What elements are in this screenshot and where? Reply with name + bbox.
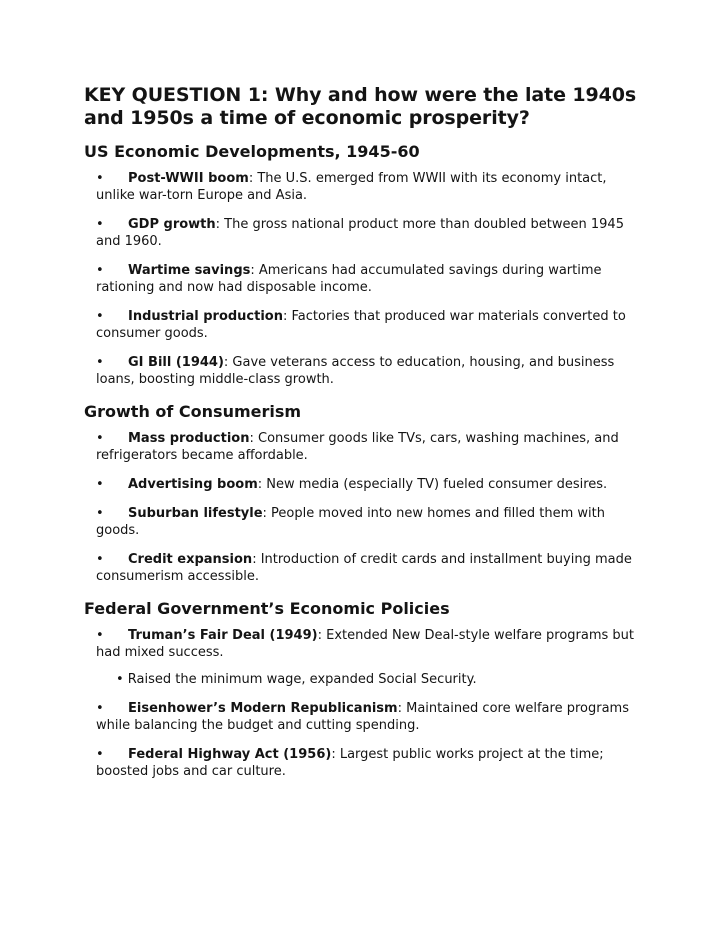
sub-list-item: • Raised the minimum wage, expanded Social Security. [116,672,477,687]
bullet-term: Suburban lifestyle [128,506,263,521]
list-item [84,354,644,388]
list-item [84,551,644,585]
bullet-list [84,627,644,780]
bullet-text: : People moved into new homes and filled them with goods. [96,506,605,538]
section-federal-policies [84,599,644,780]
section-consumerism [84,402,644,585]
bullet-term: Eisenhower’s Modern Republicanism [128,701,398,716]
bullet-term: GI Bill (1944) [128,355,224,370]
bullet-text: : Largest public works project at the time; boosted jobs and car culture. [96,747,604,779]
bullet-text: : New media (especially TV) fueled consumer desires. [257,477,608,492]
bullet-marker: • [96,552,104,567]
bullet-marker: • [96,701,104,716]
bullet-marker: • [96,309,104,324]
list-item [84,627,644,661]
bullet-text: : Maintained core welfare programs while balancing the budget and cutting spending. [96,701,629,733]
bullet-marker: • [96,171,104,186]
bullet-term: Wartime savings [128,263,251,278]
list-item [84,170,644,204]
bullet-text: : The gross national product more than doubled between 1945 and 1960. [96,217,624,249]
bullet-marker: • [96,263,104,278]
bullet-text: : Extended New Deal-style welfare programs but had mixed success. [96,628,635,660]
list-item [84,505,644,539]
bullet-term: Mass production [128,431,250,446]
bullet-text: : The U.S. emerged from WWII with its economy intact, unlike war-torn Europe and Asia. [96,171,607,203]
bullet-marker: • [96,355,104,370]
bullet-text: : Introduction of credit cards and installment buying made consumerism accessible. [96,552,632,584]
document-page [84,84,644,794]
bullet-term: Industrial production [128,309,283,324]
list-item [84,262,644,296]
bullet-marker: • [96,506,104,521]
section-heading: Federal Government’s Economic Policies [84,599,450,618]
bullet-text: : Consumer goods like TVs, cars, washing machines, and refrigerators became affordable. [96,431,619,463]
bullet-term: Federal Highway Act (1956) [128,747,332,762]
list-item [84,700,644,734]
list-item [84,476,644,493]
bullet-term: Truman’s Fair Deal (1949) [128,628,318,643]
bullet-term: Post-WWII boom [128,171,249,186]
section-heading: US Economic Developments, 1945-60 [84,142,420,161]
bullet-marker: • [96,747,104,762]
bullet-marker: • [96,217,104,232]
bullet-marker: • [96,477,104,492]
list-item [84,746,644,780]
section-economic-developments [84,142,644,388]
bullet-term: GDP growth [128,217,216,232]
bullet-term: Credit expansion [128,552,253,567]
bullet-text: : Americans had accumulated savings during wartime rationing and now had disposable income. [96,263,602,295]
bullet-list [84,430,644,585]
list-item [84,308,644,342]
section-heading: Growth of Consumerism [84,402,302,421]
bullet-list [84,170,644,388]
list-item [84,216,644,250]
bullet-marker: • [96,431,104,446]
bullet-term: Advertising boom [128,477,258,492]
list-item [84,430,644,464]
bullet-text: : Gave veterans access to education, housing, and business loans, boosting middle-class growth. [96,355,615,387]
bullet-marker: • [96,628,104,643]
bullet-text: : Factories that produced war materials converted to consumer goods. [96,309,626,341]
document-title: KEY QUESTION 1: Why and how were the late 1940s and 1950s a time of economic prosperity? [84,84,637,129]
